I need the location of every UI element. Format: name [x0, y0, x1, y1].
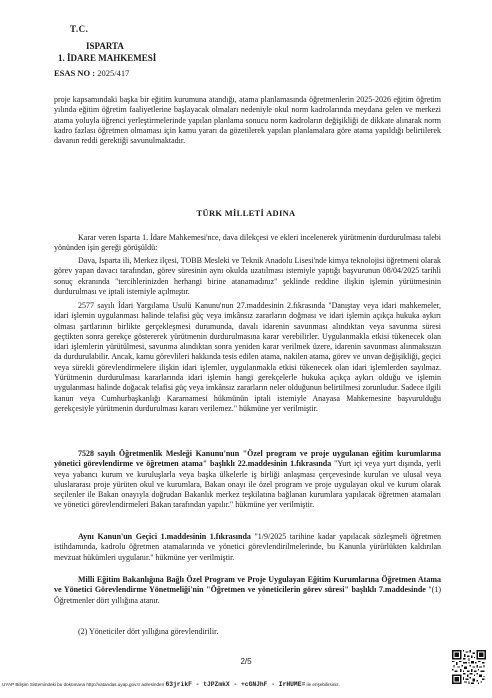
court-city: ISPARTA — [86, 41, 124, 51]
esas-value: 2025/417 — [97, 68, 130, 78]
court-name: 1. İDARE MAHKEMESİ — [58, 53, 157, 63]
temporary-article-text: "1/9/2025 tarihine kadar yapılacak sözleşmeli öğretmen istihdamında, kadrolu öğretmen atamalarında ve yönetici görevlendirilmelerinde, bu Kanunla yürürlükten kaldırılan mevzuat hükümleri uygulanır." hükmüne yer verilmiştir. — [54, 532, 441, 562]
paragraph-regulation — [54, 575, 441, 606]
footer-suffix: ile erişebilirsiniz. — [306, 682, 340, 687]
esas-label: ESAS NO : — [54, 68, 96, 78]
paragraph-case: Dava, Isparta ili, Merkez ilçesi, TOBB Mesleki ve Teknik Anadolu Lisesi'nde kimya teknolojisi öğretmeni olarak görev yapan davacı tarafından, görev süresinin aynı okulda uzatılması istemiyle yaptığı başvurunun 08/04/2025 tarihli sonuç ekranında "tercihlerinizden herhangi birine atanamadınız" şeklinde reddine ilişkin işlemin yürütmesinin durdurulması ve iptali istemiyle açılmıştır. — [54, 256, 441, 296]
regulation-heading: Milli Eğitim Bakanlığına Bağlı Özel Program ve Proje Uygulayan Eğitim Kurumlarına Öğretmen Atama ve Yönetici Görevlendirme Yönetmeliği'nin "Öğretmen ve yöneticilerin görev süresi" başlıklı 7.maddesinde — [54, 575, 441, 595]
law-7528-text: "Yurt içi veya yurt dışında, yerli veya yabancı kurum ve kuruluşlarla veya başka ülkelerle iş birliği anlaşması çerçevesinde kurulan ve ulusal veya uluslararası proje yürüten okul ve kurumlara, Bakan onayı ile özel program ve proje uygulayan okul ve kurum olarak seçilenler ile Bakan onayıyla doğrudan Bakanlık merkez teşkilatına bağlanan kurumlara yapılacak öğretmen atamaları ve yönetici görevlendirmeleri Bakan tarafından yapılır." hükmüne yer verilmiştir. — [54, 459, 441, 510]
verification-code: 63jrikF - tJPZmkX - +cGNJhF - IrHUME= — [165, 681, 306, 688]
paragraph-intro: Karar veren Isparta 1. İdare Mahkemesi'nce, dava dilekçesi ve ekleri incelenerek yürütmenin durdurulması talebi yönünden işin gereği görüşüldü: — [54, 233, 441, 253]
paragraph-managers: (2) Yöneticiler dört yıllığına görevlendirilir. — [78, 627, 219, 636]
esas-number — [54, 68, 129, 78]
decision-title: TÜRK MİLLETİ ADINA — [196, 208, 296, 218]
uyap-footer — [2, 681, 442, 688]
temporary-article-heading: Aynı Kanun'un Geçici 1.maddesinin 1.fıkrasında — [78, 532, 251, 541]
law-7528-heading: 7528 sayılı Öğretmenlik Mesleği Kanunu'nun "Özel program ve proje uygulanan eğitim kurumlarına yönetici görevlendirme ve öğretmen atama" başlıklı 22.maddesinin 1.fıkrasında — [54, 449, 441, 469]
tc-heading: T.C. — [70, 24, 89, 34]
footer-note: UYAP Bilişim Sistemindeki bu dokümana http://vatandas.uyap.gov.tr adresinden — [2, 682, 165, 687]
regulation-text: "(1) Öğretmenler dört yıllığına atanır. — [54, 585, 441, 605]
qr-code-icon — [452, 650, 486, 684]
page-number: 2/5 — [240, 657, 252, 666]
paragraph-iyuk: 2577 sayılı İdari Yargılama Usulü Kanunu'nun 27.maddesinin 2.fıkrasında "Danıştay veya idari mahkemeler, idari işlemin uygulanması halinde telafisi güç veya imkânsız zararların doğması ve idari işlemin açıkça hukuka aykırı olması şartlarının birlikte gerçekleşmesi durumunda, davalı idarenin savunması alındıktan veya savunma süresi geçtikten sonra gerekçe göstererek yürütmenin durdurulmasına karar verebilirler. Uygulanmakla etkisi tükenecek olan idari işlemlerin yürütülmesi, savunma alındıktan sonra yeniden karar verilmek üzere, idarenin savunması alınmaksızın da durdurulabilir. Ancak, kamu görevlileri hakkında tesis edilen atama, nakilen atama, görev ve unvan değişikliği, geçici veya sürekli görevlendirmelere ilişkin idari işlemler, uygulanmakla etkisi tükenecek olan idari işlemlerden sayılmaz. Yürütmenin durdurulması kararlarında idari işlemin hangi gerekçelerle hukuka açıkça aykırı olduğu ve işlemin uygulanması halinde doğacak telafisi güç veya imkânsız zararların neler olduğunun belirtilmesi zorunludur. Sadece ilgili kanun veya Cumhurbaşkanlığı Kararnamesi hükmünün iptali istemiyle Anayasa Mahkemesine başvurulduğu gerekçesiyle yürütmenin durdurulması kararı verilemez." hükmüne yer verilmiştir. — [54, 301, 441, 413]
paragraph-law-7528 — [54, 449, 441, 511]
paragraph-temporary-article — [54, 532, 441, 563]
paragraph-defense: proje kapsamındaki başka bir eğitim kurumuna atandığı, atama planlamasında öğretmenlerin 2025-2026 eğitim öğretim yılında eğitim öğretim faaliyetlerine başlayacak olmaları nedeniyle okul norm kadrolarında meydana gelen ve merkezi atama yoluyla öğrenci yerleştirmelerinde yapılan planlama sonucu norm kadroların değişikliği de dikkate alınarak norm kadro fazlası öğretmen olmaması için kamu yararı da gözetilerek yapılan planlamalara göre atama yapıldığı belirtilerek davanın reddi gerektiği savunulmaktadır. — [54, 95, 441, 146]
